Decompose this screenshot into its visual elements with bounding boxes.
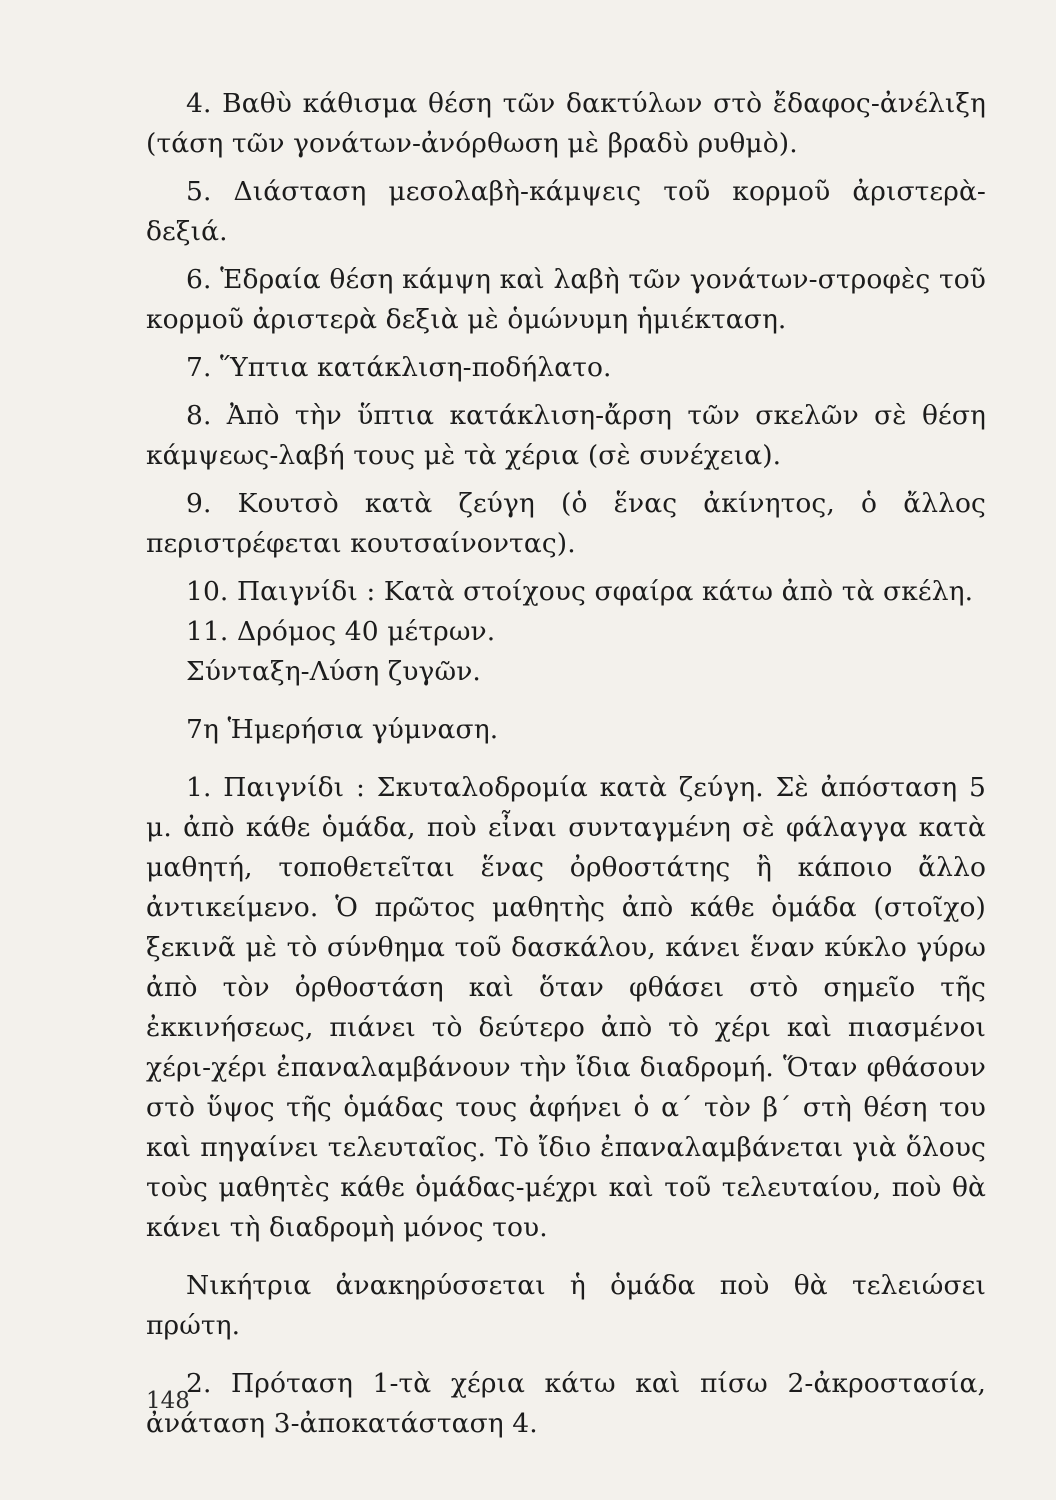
exercise-item-11: 11. Δρόμος 40 μέτρων. [186, 616, 496, 647]
exercise-item-7: 7. Ὕπτια κατάκλιση-ποδήλατο. [186, 352, 612, 383]
exercise-item-9: 9. Κουτσὸ κατὰ ζεύγη (ὁ ἕνας ἀκίνητος, ὁ ἄλλος περιστρέφεται κουτσαίνοντας). [146, 488, 986, 559]
formation-line: Σύνταξη-Λύση ζυγῶν. [186, 656, 481, 687]
exercise-item-8: 8. Ἀπὸ τὴν ὕπτια κατάκλιση-ἄρση τῶν σκελῶν σὲ θέση κάμψεως-λαβή τους μὲ τὰ χέρια (σὲ συνέχεια). [146, 400, 986, 471]
winner-line: Νικήτρια ἀνακηρύσσεται ἡ ὁμάδα ποὺ θὰ τελειώσει πρώτη. [146, 1270, 986, 1341]
game-item-1: 1. Παιγνίδι : Σκυταλοδρομία κατὰ ζεύγη. Σὲ ἀπόσταση 5 μ. ἀπὸ κάθε ὁμάδα, ποὺ εἶναι συνταγμένη σὲ φάλαγγα κατὰ μαθητή, τοποθετεῖται ἕνας ὀρθοστάτης ἢ κάποιο ἄλλο ἀντικείμενο. Ὁ πρῶτος μαθητὴς ἀπὸ κάθε ὁμάδα (στοῖχο) ξεκινᾶ μὲ τὸ σύνθημα τοῦ δασκάλου, κάνει ἕναν κύκλο γύρω ἀπὸ τὸν ὀρθοστάση καὶ ὅταν φθάσει στὸ σημεῖο τῆς ἐκκινήσεως, πιάνει τὸ δεύτερο ἀπὸ τὸ χέρι καὶ πιασμένοι χέρι-χέρι ἐπαναλαμβάνουν τὴν ἴδια διαδρομή. Ὅταν φθάσουν στὸ ὕψος τῆς ὁμάδας τους ἀφήνει ὁ α΄ τὸν β΄ στὴ θέση του καὶ πηγαίνει τελευταῖος. Τὸ ἴδιο ἐπαναλαμβάνεται γιὰ ὅλους τοὺς μαθητὲς κάθε ὁμάδας-μέχρι καὶ τοῦ τελευταίου, ποὺ θὰ κάνει τὴ διαδρομὴ μόνος του. [146, 772, 986, 1243]
exercise-item-10: 10. Παιγνίδι : Κατὰ στοίχους σφαίρα κάτω ἀπὸ τὰ σκέλη. [186, 576, 974, 607]
exercise-item-6: 6. Ἑδραία θέση κάμψη καὶ λαβὴ τῶν γονάτων-στροφὲς τοῦ κορμοῦ ἀριστερὰ δεξιὰ μὲ ὁμώνυμη ἡμιέκταση. [146, 264, 986, 335]
exercise-item-4: 4. Βαθὺ κάθισμα θέση τῶν δακτύλων στὸ ἔδαφος-ἀνέλιξη (τάση τῶν γονάτων-ἀνόρθωση μὲ βραδὺ ρυθμὸ). [146, 88, 986, 159]
page-number: 148 [146, 1388, 190, 1414]
text-column [146, 84, 986, 1444]
exercise-item-5: 5. Διάσταση μεσολαβὴ-κάμψεις τοῦ κορμοῦ ἀριστερὰ-δεξιά. [146, 176, 986, 247]
exercise-item-2: 2. Πρόταση 1-τὰ χέρια κάτω καὶ πίσω 2-ἀκροστασία, ἀνάταση 3-ἀποκατάσταση 4. [146, 1368, 986, 1439]
session-heading: 7η Ἡμερήσια γύμναση. [186, 714, 499, 745]
